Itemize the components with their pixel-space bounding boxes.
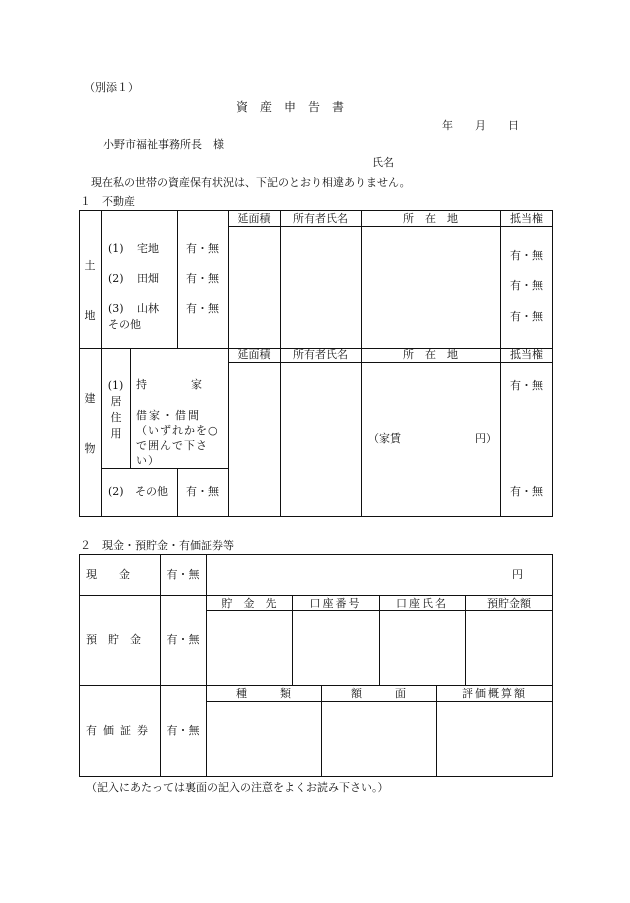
building-item-2-label: その他 [135,485,168,498]
land-item-2-num: (2) [108,272,124,285]
category-column-rule [101,210,102,517]
building-col-mortgage: 抵当権 [510,348,543,361]
land-header-rule [228,226,553,227]
financial-table [79,554,553,777]
yn-column-rule [206,554,207,777]
building-label: 建 物 [84,392,96,455]
col-estimated-value: 評価概算額 [462,687,527,700]
other-yn-rule [177,468,178,517]
real-estate-table [79,210,553,517]
land-item-2-yn[interactable]: 有・無 [186,272,219,285]
real-estate-section-title: １ 不動産 [80,195,135,208]
land-label: 土 地 [84,259,96,322]
building-header-rule [228,362,553,363]
savings-row-rule [79,685,553,686]
building-col-location: 所 在 地 [403,348,458,361]
rent-amount-unit: 円） [475,432,497,445]
col-security-type: 種 類 [236,687,291,700]
land-item-1-num: (1) [108,242,124,255]
land-mortgage-1[interactable]: 有・無 [510,249,543,262]
land-item-3-name: 山林 [137,302,159,315]
attachment-label: （別添１） [84,81,139,94]
securities-label: 有価証券 [86,724,154,737]
residential-rule [130,348,131,468]
land-item-1-name: 宅地 [137,242,159,255]
residential-label: 居 住 用 [110,395,122,440]
col-deposit-institution: 貯 金 先 [221,597,277,610]
building-item-divider [101,468,228,469]
owned-house[interactable]: 持 家 [136,378,202,391]
col-account-holder: 口座氏名 [396,597,448,610]
owner-column-rule [280,210,281,517]
building-col-owner-name: 所有者氏名 [293,348,348,361]
cash-yn[interactable]: 有・無 [166,568,200,581]
col-location: 所 在 地 [403,212,458,225]
col-floor-area: 延面積 [237,212,271,225]
date-field[interactable]: 年 月 日 [442,119,519,132]
land-other: その他 [108,318,141,331]
declaration-statement: 現在私の世帯の資産保有状況は、下記のとおり相違ありません。 [91,176,411,189]
building-col-floor-area: 延面積 [237,348,271,361]
land-mortgage-3[interactable]: 有・無 [510,310,543,323]
rent-circle-note: （いずれかを○で囲んで下さい） [136,424,219,467]
cash-amount-unit: 円 [512,568,523,581]
name-field-label: 氏名 [372,156,394,169]
rented-house[interactable]: 借家・借間 [136,409,201,422]
building-mortgage-1[interactable]: 有・無 [510,379,543,392]
building-item-2-num: (2) [108,485,124,498]
savings-label: 預 貯 金 [86,633,141,646]
cash-row-rule [79,595,553,596]
label-column-rule [160,554,161,777]
cash-label: 現 金 [86,568,130,581]
building-mortgage-2[interactable]: 有・無 [510,485,543,498]
building-item-1-num: (1) [107,379,124,392]
savings-yn[interactable]: 有・無 [166,633,200,646]
rent-amount-label: （家賃 [368,432,401,445]
col-face-value: 額 面 [351,687,406,700]
land-item-1-yn[interactable]: 有・無 [186,242,219,255]
col-mortgage: 抵当権 [510,212,543,225]
land-yn-rule [177,210,178,348]
land-item-2-name: 田畑 [137,272,159,285]
col-deposit-amount: 預貯金額 [487,597,531,610]
financial-section-title: ２ 現金・預貯金・有価証券等 [80,539,234,552]
land-item-3-num: (3) [108,302,124,315]
building-item-2-yn[interactable]: 有・無 [186,485,219,498]
addressee: 小野市福祉事務所長 様 [103,138,224,151]
area-column-rule [228,210,229,517]
land-mortgage-2[interactable]: 有・無 [510,279,543,292]
securities-yn[interactable]: 有・無 [166,724,200,737]
col-account-number: 口座番号 [309,597,362,610]
col-owner-name: 所有者氏名 [293,212,348,225]
location-column-rule [361,210,362,517]
securities-header-rule [206,701,553,702]
footer-note: （記入にあたっては裏面の記入の注意をよくお読み下さい。） [86,781,389,794]
land-item-3-yn[interactable]: 有・無 [186,302,219,315]
document-title: 資 産 申 告 書 [236,100,345,114]
